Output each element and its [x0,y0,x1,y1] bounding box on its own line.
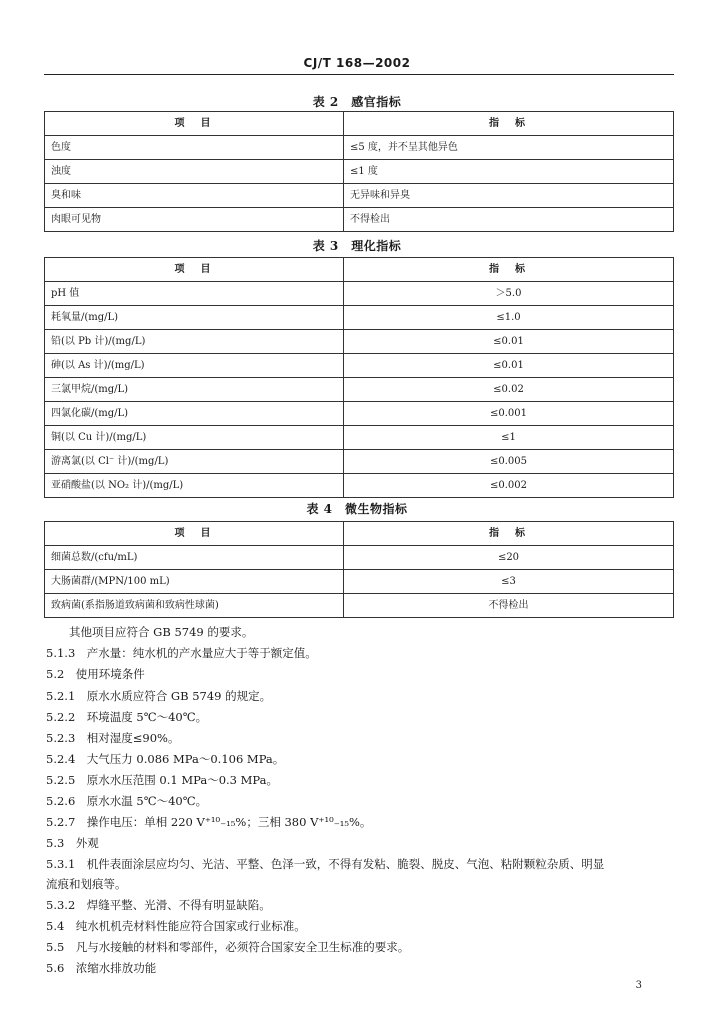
row-value: ≤0.005 [344,450,674,474]
row-item: 铅(以 Pb 计)/(mg/L) [45,330,344,354]
header-rule [44,74,674,75]
table-row [45,474,674,498]
row-item: 游离氯(以 Cl⁻ 计)/(mg/L) [45,450,344,474]
row-value: 无异味和异臭 [344,184,674,208]
body-line: 流痕和划痕等。 [46,877,127,891]
table-4-microbial [44,521,674,618]
row-value: ≤0.01 [344,354,674,378]
table-3-caption: 表 3 理化指标 [312,239,402,253]
row-item: 肉眼可见物 [45,208,344,232]
table-row [45,402,674,426]
table-row [45,208,674,232]
table-row [45,136,674,160]
header-item: 项 目 [45,522,344,546]
row-item: 三氯甲烷/(mg/L) [45,378,344,402]
header-index: 指 标 [344,112,674,136]
row-value: ≤1 [344,426,674,450]
table-row [45,306,674,330]
section-heading: 5.2 使用环境条件 [46,667,145,681]
header-item: 项 目 [45,258,344,282]
table-2-sensory [44,111,674,232]
row-value: ≤0.02 [344,378,674,402]
row-value: ≤1.0 [344,306,674,330]
row-item: 细菌总数/(cfu/mL) [45,546,344,570]
header-index: 指 标 [344,522,674,546]
row-item: 四氯化碳/(mg/L) [45,402,344,426]
section-heading: 5.6 浓缩水排放功能 [46,961,157,975]
table-row [45,354,674,378]
row-value: ≤20 [344,546,674,570]
body-line: 5.2.7 操作电压：单相 220 V⁺¹⁰₋₁₅%；三相 380 V⁺¹⁰₋₁₅%。 [46,815,372,829]
table-row [45,426,674,450]
section-heading: 5.3 外观 [46,836,99,850]
body-line: 5.2.4 大气压力 0.086 MPa～0.106 MPa。 [46,752,285,766]
table-row [45,378,674,402]
row-item: 亚硝酸盐(以 NO₂ 计)/(mg/L) [45,474,344,498]
running-header: CJ/T 168—2002 [303,56,411,70]
row-value: 不得检出 [344,594,674,618]
row-item: 色度 [45,136,344,160]
row-item: 臭和味 [45,184,344,208]
row-item: 铜(以 Cu 计)/(mg/L) [45,426,344,450]
table-row [45,282,674,306]
body-line: 5.2.3 相对湿度≤90%。 [46,731,180,745]
row-item: 砷(以 As 计)/(mg/L) [45,354,344,378]
table-row [45,594,674,618]
row-item: pH 值 [45,282,344,306]
row-value: 不得检出 [344,208,674,232]
row-value: ≤0.001 [344,402,674,426]
body-line: 5.4 纯水机机壳材料性能应符合国家或行业标准。 [46,919,306,933]
table-header-row [45,112,674,136]
header-item: 项 目 [45,112,344,136]
body-line: 5.1.3 产水量：纯水机的产水量应大于等于额定值。 [46,646,317,660]
row-value: ≤0.002 [344,474,674,498]
row-value: ≤0.01 [344,330,674,354]
body-line: 5.3.2 焊缝平整、光滑、不得有明显缺陷。 [46,898,271,912]
table-3-physicochemical [44,257,674,498]
row-value: ≤5 度，并不呈其他异色 [344,136,674,160]
table-header-row [45,522,674,546]
body-line: 5.2.6 原水水温 5℃～40℃。 [46,794,208,808]
table-row [45,546,674,570]
row-value: ≤3 [344,570,674,594]
row-item: 耗氧量/(mg/L) [45,306,344,330]
table-row [45,570,674,594]
body-line: 5.2.1 原水水质应符合 GB 5749 的规定。 [46,689,272,703]
table-4-caption: 表 4 微生物指标 [306,502,408,516]
table-row [45,184,674,208]
body-line: 5.2.2 环境温度 5℃～40℃。 [46,710,208,724]
body-line: 其他项目应符合 GB 5749 的要求。 [46,625,254,639]
header-index: 指 标 [344,258,674,282]
row-item: 大肠菌群/(MPN/100 mL) [45,570,344,594]
body-line: 5.2.5 原水水压范围 0.1 MPa～0.3 MPa。 [46,773,279,787]
row-value: ≤1 度 [344,160,674,184]
body-line: 5.5 凡与水接触的材料和零部件，必须符合国家安全卫生标准的要求。 [46,940,410,954]
row-item: 浊度 [45,160,344,184]
table-row [45,160,674,184]
row-value: ＞5.0 [344,282,674,306]
table-header-row [45,258,674,282]
table-2-caption: 表 2 感官指标 [312,95,402,109]
table-row [45,330,674,354]
table-row [45,450,674,474]
page-number: 3 [635,980,642,991]
row-item: 致病菌(系指肠道致病菌和致病性球菌) [45,594,344,618]
body-line: 5.3.1 机件表面涂层应均匀、光洁、平整、色泽一致，不得有发粘、脆裂、脱皮、气泡、粘附颗粒杂质、明显 [46,857,605,871]
